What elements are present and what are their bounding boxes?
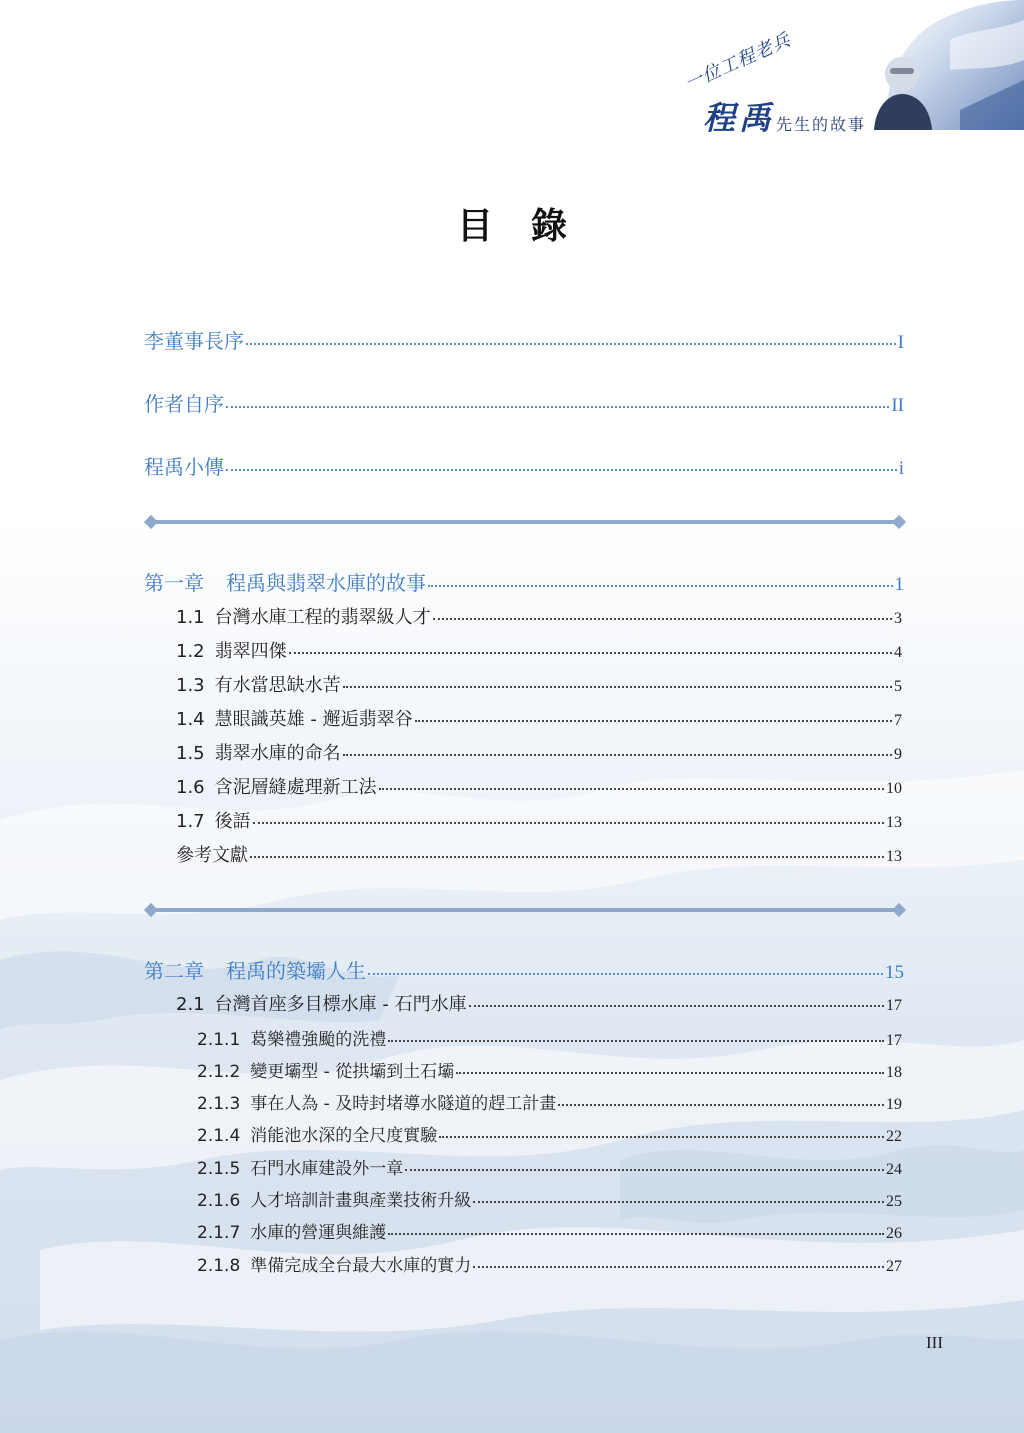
toc-entry-preface-chairman[interactable] (144, 325, 904, 354)
chapter-title: 程禹與翡翠水庫的故事 (226, 571, 426, 595)
subsection-title: 葛樂禮強颱的洗禮 (250, 1030, 387, 1050)
toc-page-number: I (897, 332, 904, 353)
toc-entry-chapter-2[interactable] (144, 955, 904, 984)
toc-leader-dots (405, 1168, 884, 1171)
toc-leader-dots (343, 753, 892, 756)
toc-leader-dots (368, 972, 883, 975)
section-number: 1.1 (176, 607, 205, 628)
toc-page-number: 13 (886, 814, 902, 831)
toc-entry-subsection[interactable] (197, 1057, 902, 1082)
toc-entry-subsection[interactable] (197, 1025, 902, 1050)
toc-entry-references[interactable] (176, 841, 902, 867)
toc-leader-dots (226, 468, 897, 471)
toc-page-number: 10 (886, 780, 902, 797)
toc-page-number: 22 (886, 1128, 902, 1145)
subsection-title: 變更壩型 - 從拱壩到土石壩 (250, 1062, 455, 1082)
subsection-title: 石門水庫建設外一章 (250, 1159, 404, 1179)
header-title-line2: 先生的故事 (776, 115, 867, 134)
chapter-number: 第一章 (144, 571, 204, 595)
page-title: 目錄 (456, 206, 605, 247)
toc-page-number: 15 (885, 962, 904, 983)
section-title: 含泥層縫處理新工法 (214, 777, 377, 798)
toc-leader-dots (289, 651, 892, 654)
toc-page-number: 1 (894, 574, 904, 595)
toc-page-number: 7 (894, 712, 902, 729)
toc-entry-biography[interactable] (144, 451, 904, 480)
section-number: 1.7 (176, 811, 205, 832)
toc-page-number: II (891, 395, 904, 416)
subsection-number: 2.1.4 (197, 1126, 241, 1146)
section-title: 慧眼識英雄 - 邂逅翡翠谷 (214, 709, 413, 730)
toc-entry-label: 程禹小傳 (144, 455, 224, 479)
toc-leader-dots (433, 617, 892, 620)
toc-entry-section[interactable] (176, 705, 902, 731)
header-title-name: 程禹 (703, 99, 776, 137)
toc-page-number: 3 (894, 610, 902, 627)
section-number: 1.3 (176, 675, 205, 696)
subsection-title: 事在人為 - 及時封堵導水隧道的趕工計畫 (250, 1094, 557, 1114)
toc-entry-subsection[interactable] (197, 1154, 902, 1179)
section-divider (146, 904, 904, 916)
chapter-number: 第二章 (144, 959, 204, 983)
toc-leader-dots (379, 787, 884, 790)
toc-page-number: 19 (886, 1096, 902, 1113)
section-divider (146, 516, 904, 528)
section-title: 有水當思缺水苦 (214, 675, 341, 696)
toc-entry-label: 李董事長序 (144, 329, 244, 353)
toc-leader-dots (428, 584, 893, 587)
toc-page-number: 27 (886, 1258, 902, 1275)
subsection-number: 2.1.7 (197, 1223, 241, 1243)
toc-leader-dots (415, 719, 892, 722)
toc-leader-dots (226, 405, 889, 408)
toc-page-number: 13 (886, 848, 902, 865)
section-number: 1.4 (176, 709, 205, 730)
section-title: 翡翠四傑 (214, 641, 287, 662)
toc-entry-subsection[interactable] (197, 1089, 902, 1114)
toc-leader-dots (473, 1200, 884, 1203)
toc-leader-dots (388, 1039, 884, 1042)
toc-page-number: 9 (894, 746, 902, 763)
toc-page-number: 5 (894, 678, 902, 695)
toc-entry-label (144, 567, 426, 596)
toc-entry-section[interactable] (176, 990, 902, 1016)
section-title: 翡翠水庫的命名 (214, 743, 341, 764)
subsection-title: 水庫的營運與維護 (250, 1223, 387, 1243)
subsection-number: 2.1.1 (197, 1030, 241, 1050)
toc-entry-section[interactable] (176, 671, 902, 697)
toc-entry-label: 參考文獻 (176, 845, 248, 866)
toc-entry-section[interactable] (176, 739, 902, 765)
subsection-number: 2.1.3 (197, 1094, 241, 1114)
toc-entry-subsection[interactable] (197, 1251, 902, 1276)
toc-leader-dots (469, 1004, 884, 1007)
toc-entry-subsection[interactable] (197, 1218, 902, 1243)
subsection-number: 2.1.6 (197, 1191, 241, 1211)
toc-page-number: 18 (886, 1064, 902, 1081)
toc-page-number: 26 (886, 1225, 902, 1242)
section-title: 台灣首座多目標水庫 - 石門水庫 (214, 994, 467, 1015)
toc-leader-dots (343, 685, 892, 688)
toc-entry-preface-author[interactable] (144, 388, 904, 417)
toc-entry-section[interactable] (176, 807, 902, 833)
toc-leader-dots (456, 1071, 884, 1074)
toc-leader-dots (388, 1232, 884, 1235)
toc-page-number: 4 (894, 644, 902, 661)
toc-leader-dots (246, 342, 896, 345)
toc-entry-section[interactable] (176, 637, 902, 663)
toc-page-number: 17 (886, 997, 902, 1014)
subsection-title: 消能池水深的全尺度實驗 (250, 1126, 438, 1146)
toc-leader-dots (439, 1135, 884, 1138)
toc-entry-section[interactable] (176, 603, 902, 629)
section-title: 台灣水庫工程的翡翠級人才 (214, 607, 431, 628)
subsection-title: 人才培訓計畫與產業技術升級 (250, 1191, 472, 1211)
chapter-title: 程禹的築壩人生 (226, 959, 366, 983)
toc-leader-dots (253, 821, 884, 824)
subsection-title: 準備完成全台最大水庫的實力 (250, 1256, 472, 1276)
header-title-line1: 一位工程老兵 (681, 29, 795, 95)
toc-page-number: 17 (886, 1032, 902, 1049)
toc-entry-subsection[interactable] (197, 1121, 902, 1146)
toc-entry-label (144, 955, 366, 984)
toc-entry-label: 作者自序 (144, 392, 224, 416)
section-number: 1.5 (176, 743, 205, 764)
toc-entry-section[interactable] (176, 773, 902, 799)
header-photo-banner (860, 0, 1024, 130)
section-title: 後語 (214, 811, 251, 832)
toc-leader-dots (250, 855, 884, 858)
section-number: 1.6 (176, 777, 205, 798)
toc-entry-chapter-1[interactable] (144, 567, 904, 596)
toc-leader-dots (558, 1103, 884, 1106)
toc-page-number: 24 (886, 1161, 902, 1178)
subsection-number: 2.1.8 (197, 1256, 241, 1276)
section-number: 1.2 (176, 641, 205, 662)
subsection-number: 2.1.2 (197, 1062, 241, 1082)
page-folio-number: III (926, 1333, 943, 1352)
subsection-number: 2.1.5 (197, 1159, 241, 1179)
toc-page-number: 25 (886, 1193, 902, 1210)
toc-page-number: i (898, 458, 904, 479)
section-number: 2.1 (176, 994, 205, 1015)
toc-entry-subsection[interactable] (197, 1186, 902, 1211)
toc-leader-dots (473, 1265, 884, 1268)
